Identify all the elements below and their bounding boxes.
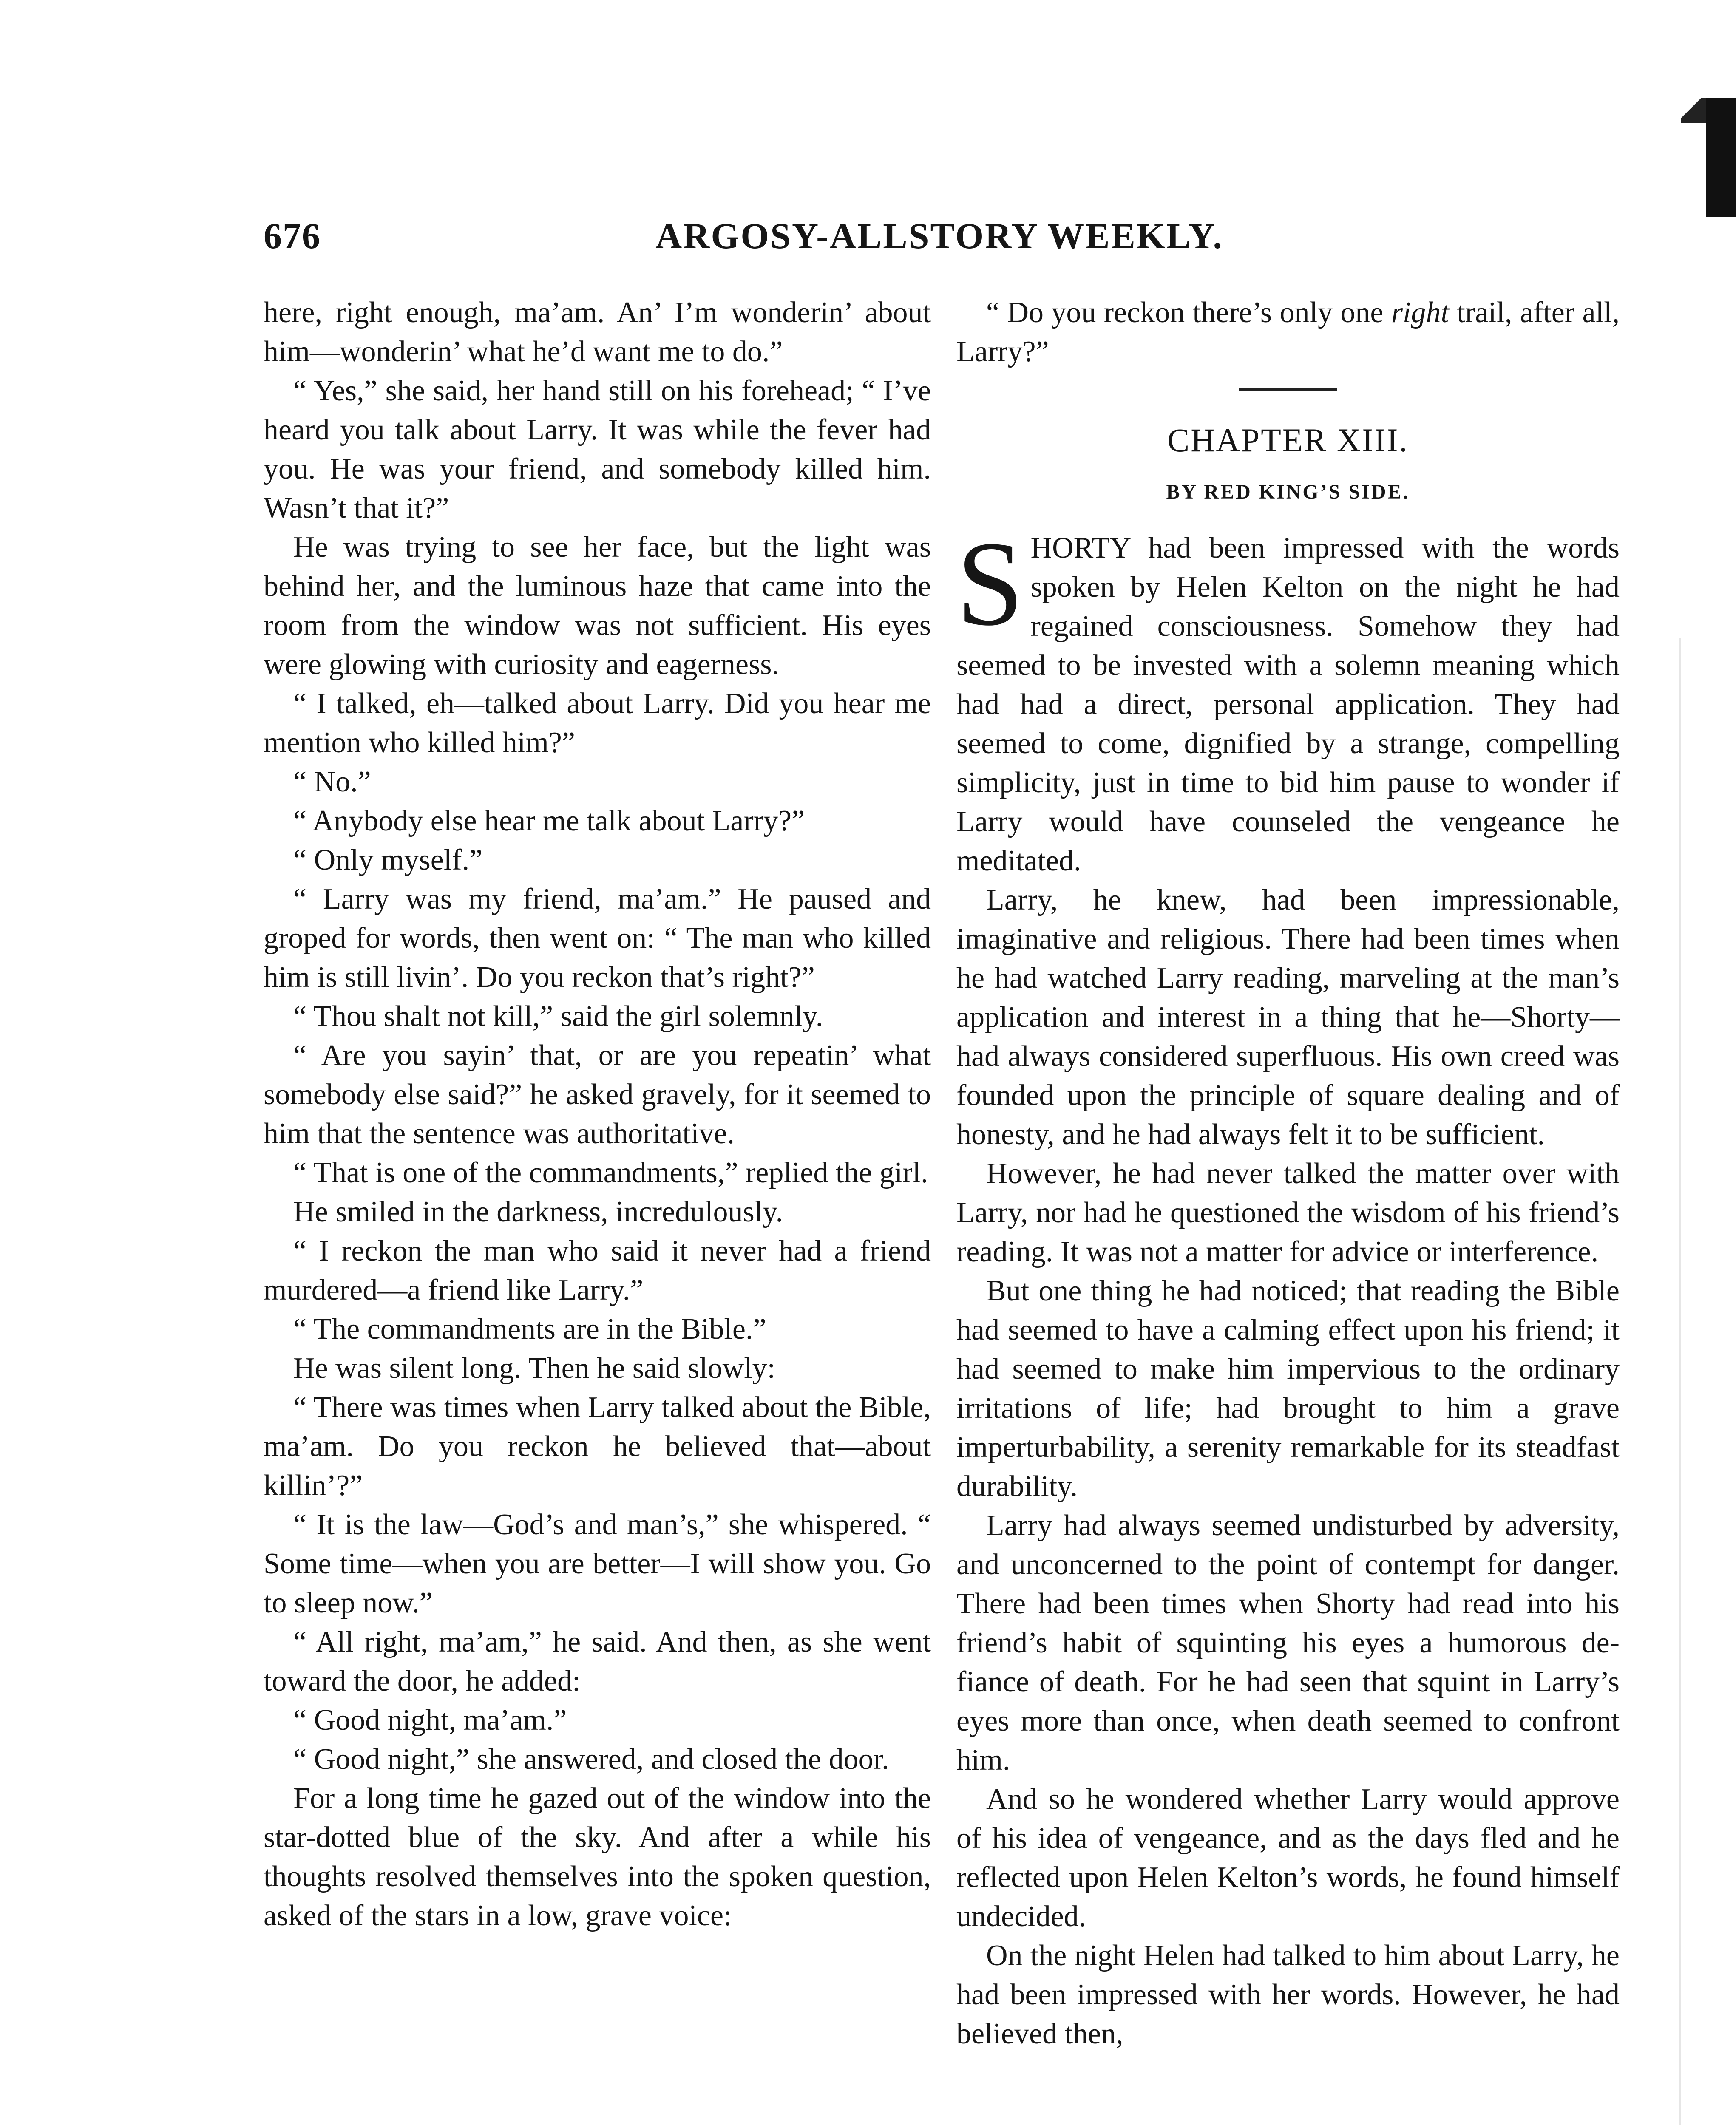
right-paragraph: But one thing he had noticed; that reading the Bible had seemed to have a calming effect upon his friend; it had seemed to make him impervious to the ordinary irritations of life; had brought to him a grave imperturbability, a serenity remarkable for its steadfast durability. xyxy=(956,1275,1620,1503)
right-paragraph: Larry had always seemed undisturbed by adversity, and unconcerned to the point of contempt for danger. There had been times when Shorty had read into his friend’s habit of squinting his eyes a humorous defiance of death. For he had seen that squint in Larry’s eyes more than once, when death seemed to confront him. xyxy=(956,1509,1620,1776)
chapter-opening-paragraph xyxy=(956,516,1620,881)
section-rule xyxy=(1239,388,1337,391)
left-paragraph: “ It is the law—God’s and man’s,” she whispered. “ Some time—when you are better—I will show you. Go to sleep now.” xyxy=(264,1508,931,1619)
left-paragraph: “ That is one of the commandments,” replied the girl. xyxy=(293,1156,928,1189)
left-paragraph: “ I talked, eh—talked about Larry. Did you hear me mention who killed him?” xyxy=(264,687,931,759)
left-paragraph: “ Larry was my friend, ma’am.” He paused and groped for words, then went on: “ The man who killed him is still livin’. Do you reckon that’s right?” xyxy=(264,883,931,994)
right-intro-paragraph: “ Do you reckon there’s only one right trail, after all, Larry?” xyxy=(956,296,1620,368)
page-header xyxy=(264,215,1615,266)
left-paragraph: “ No.” xyxy=(293,765,371,798)
right-paragraph: On the night Helen had talked to him about Larry, he had been impressed with her words. However, he had believed then, xyxy=(956,1939,1620,2050)
left-paragraph: He was silent long. Then he said slowly: xyxy=(293,1352,776,1385)
scan-corner-mark xyxy=(1706,98,1736,217)
scan-edge-line xyxy=(1679,638,1681,2125)
right-column-body xyxy=(956,881,1620,2054)
left-paragraph: For a long time he gazed out of the window into the star-dotted blue of the sky. And after a while his thoughts resolved themselves into the spoken question, asked of the stars in a low, grave voice: xyxy=(264,1782,931,1932)
left-column xyxy=(264,293,931,1935)
left-paragraph: “ All right, ma’am,” he said. And then, as she went toward the door, he added: xyxy=(264,1626,931,1697)
left-paragraph: “ Yes,” she said, her hand still on his forehead; “ I’ve heard you talk about Larry. It was while the fever had you. He was your friend, and somebody killed him. Wasn’t that it?” xyxy=(264,374,931,524)
left-paragraph: “ Thou shalt not kill,” said the girl solemnly. xyxy=(293,1000,823,1033)
running-head: ARGOSY-ALLSTORY WEEKLY. xyxy=(655,215,1223,256)
left-paragraph: “ Anybody else hear me talk about Larry?” xyxy=(293,805,805,837)
dropcap-letter: S xyxy=(956,516,1024,651)
left-paragraph: He smiled in the darkness, incredulously. xyxy=(293,1196,783,1228)
left-paragraph: “ Only myself.” xyxy=(293,844,483,876)
left-paragraph: “ Good night,” she answered, and closed the door. xyxy=(293,1743,889,1776)
left-paragraph: “ There was times when Larry talked about the Bible, ma’am. Do you reckon he believed that—about killin’?” xyxy=(264,1391,931,1502)
left-paragraph: “ Good night, ma’am.” xyxy=(293,1704,567,1737)
right-column xyxy=(956,293,1620,2054)
left-paragraph: “ The commandments are in the Bible.” xyxy=(293,1313,766,1346)
left-paragraph: He was trying to see her face, but the light was behind her, and the luminous haze that came into the room from the window was not sufficient. His eyes were glowing with curiosity and eagerness. xyxy=(264,531,931,681)
chapter-subtitle: BY RED KING’S SIDE. xyxy=(1166,481,1410,503)
chapter-title: CHAPTER XIII. xyxy=(1167,422,1409,459)
right-paragraph: Larry, he knew, had been impressionable, imaginative and religious. There had been times when he had watched Larry reading, marveling at the man’s application and interest in a thing that he—Shorty—had always considered superfluous. His own creed was founded upon the principle of square dealing and of honesty, and he had always felt it to be sufficient. xyxy=(956,884,1620,1151)
left-paragraph: “ I reckon the man who said it never had a friend murdered—a friend like Larry.” xyxy=(264,1235,931,1306)
emphasized-word: right xyxy=(1391,296,1449,329)
left-paragraph: here, right enough, ma’am. An’ I’m wonderin’ about him—wonderin’ what he’d want me to do.” xyxy=(264,296,931,368)
left-paragraph: “ Are you sayin’ that, or are you repeatin’ what somebody else said?” he asked gravely, for it seemed to him that the sentence was authoritative. xyxy=(264,1039,931,1150)
right-paragraph: However, he had never talked the matter over with Larry, nor had he questioned the wisdom of his friend’s reading. It was not a matter for advice or interference. xyxy=(956,1157,1620,1268)
chapter-opening-text: HORTY had been impressed with the words spoken by Helen Kelton on the night he had regained consciousness. Somehow they had seemed to be invested with a solemn meaning which had had a direct, personal application. They had seemed to come, dignified by a strange, compelling simplicity, just in time to bid him pause to wonder if Larry would have counseled the vengeance he meditated. xyxy=(956,532,1620,877)
page-number: 676 xyxy=(264,215,321,256)
right-paragraph: And so he wondered whether Larry would approve of his idea of vengeance, and as the days fled and he reflected upon Helen Kelton’s words, he found himself undecided. xyxy=(956,1783,1620,1933)
